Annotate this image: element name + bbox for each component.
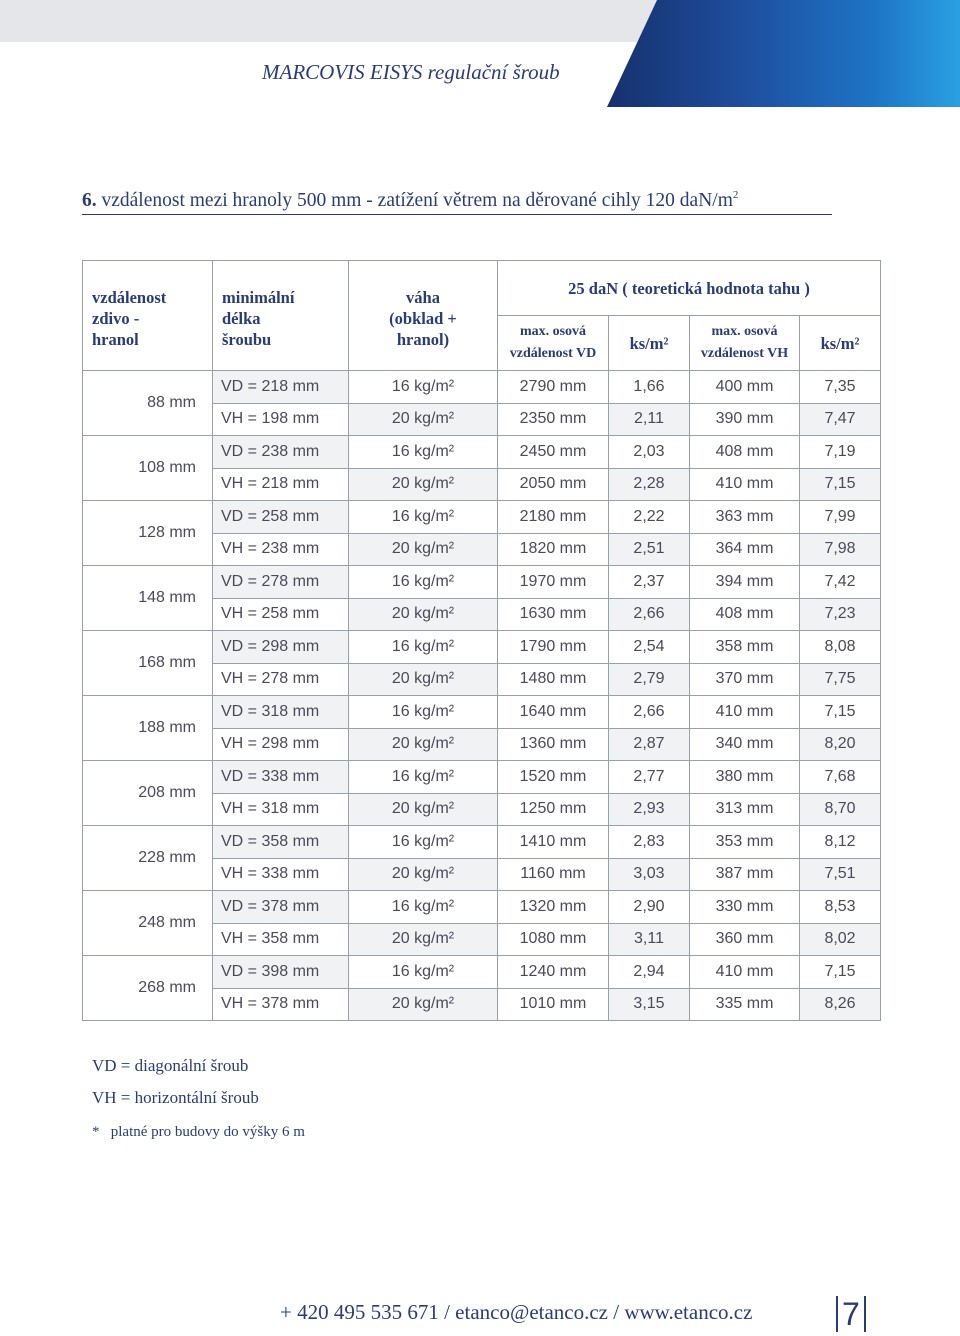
header-distance xyxy=(83,261,213,371)
table-cell: 370 mm xyxy=(690,663,800,696)
table-cell: 2,11 xyxy=(609,403,690,436)
table-cell: 408 mm xyxy=(690,598,800,631)
table-cell: 2,37 xyxy=(609,566,690,599)
table-cell: 16 kg/m² xyxy=(349,436,498,469)
table-cell: 7,23 xyxy=(800,598,881,631)
table-cell: 7,42 xyxy=(800,566,881,599)
table-cell: 16 kg/m² xyxy=(349,696,498,729)
table-cell: 3,03 xyxy=(609,858,690,891)
table-cell: VH = 318 mm xyxy=(213,793,349,826)
table-row xyxy=(83,631,881,664)
header-max-vd xyxy=(498,316,609,371)
row-distance: 108 mm xyxy=(83,436,213,501)
header-ks-vd: ks/m² xyxy=(609,316,690,371)
header-length-line: šroubu xyxy=(222,330,272,349)
table-cell: VH = 358 mm xyxy=(213,923,349,956)
table-cell: 20 kg/m² xyxy=(349,403,498,436)
table-cell: 1080 mm xyxy=(498,923,609,956)
table-cell: 3,11 xyxy=(609,923,690,956)
section-number: 6. xyxy=(82,190,97,211)
header-ks-vh: ks/m² xyxy=(800,316,881,371)
row-distance: 168 mm xyxy=(83,631,213,696)
table-cell: 387 mm xyxy=(690,858,800,891)
table-row xyxy=(83,696,881,729)
table-row xyxy=(83,761,881,794)
table-cell: 20 kg/m² xyxy=(349,858,498,891)
table-cell: 408 mm xyxy=(690,436,800,469)
header-distance-line: zdivo - xyxy=(92,309,140,328)
table-cell: 1480 mm xyxy=(498,663,609,696)
footnote-text: platné pro budovy do výšky 6 m xyxy=(110,1124,305,1140)
header-length xyxy=(213,261,349,371)
table-cell: 7,15 xyxy=(800,956,881,989)
table-cell: 16 kg/m² xyxy=(349,891,498,924)
table-cell: 313 mm xyxy=(690,793,800,826)
table-cell: 1,66 xyxy=(609,371,690,404)
table-row xyxy=(83,501,881,534)
table-row xyxy=(83,891,881,924)
table-cell: VH = 238 mm xyxy=(213,533,349,566)
table-cell: VD = 338 mm xyxy=(213,761,349,794)
header-distance-line: vzdálenost xyxy=(92,288,167,307)
table-cell: 2,22 xyxy=(609,501,690,534)
table-cell: 1410 mm xyxy=(498,826,609,859)
table-cell: 2,03 xyxy=(609,436,690,469)
header-distance-line: hranol xyxy=(92,330,139,349)
table-cell: 330 mm xyxy=(690,891,800,924)
table-cell: 2,93 xyxy=(609,793,690,826)
footnote xyxy=(92,1124,305,1141)
table-cell: 16 kg/m² xyxy=(349,371,498,404)
table-cell: 7,19 xyxy=(800,436,881,469)
header-weight xyxy=(349,261,498,371)
table-cell: 2,28 xyxy=(609,468,690,501)
row-distance: 248 mm xyxy=(83,891,213,956)
table-cell: VH = 198 mm xyxy=(213,403,349,436)
table-cell: 2,54 xyxy=(609,631,690,664)
table-cell: VD = 258 mm xyxy=(213,501,349,534)
table-row xyxy=(83,956,881,989)
table-cell: 1520 mm xyxy=(498,761,609,794)
table-cell: 2,51 xyxy=(609,533,690,566)
table-cell: 7,99 xyxy=(800,501,881,534)
table-cell: 1160 mm xyxy=(498,858,609,891)
table-cell: 364 mm xyxy=(690,533,800,566)
table-cell: 7,47 xyxy=(800,403,881,436)
section-title-superscript: 2 xyxy=(732,189,739,201)
table-cell: 16 kg/m² xyxy=(349,761,498,794)
table-cell: 2,66 xyxy=(609,696,690,729)
table-cell: 2450 mm xyxy=(498,436,609,469)
table-row xyxy=(83,371,881,404)
table-cell: 2,87 xyxy=(609,728,690,761)
table-cell: 410 mm xyxy=(690,956,800,989)
legend-vh: VH = horizontální šroub xyxy=(92,1088,259,1107)
table-cell: 7,15 xyxy=(800,468,881,501)
section-heading xyxy=(82,190,832,215)
table-cell: VD = 398 mm xyxy=(213,956,349,989)
row-distance: 148 mm xyxy=(83,566,213,631)
table-cell: 20 kg/m² xyxy=(349,468,498,501)
table-cell: VD = 238 mm xyxy=(213,436,349,469)
table-header-row xyxy=(83,261,881,316)
table-cell: 1320 mm xyxy=(498,891,609,924)
header-length-line: délka xyxy=(222,309,261,328)
table-cell: 380 mm xyxy=(690,761,800,794)
table-cell: 20 kg/m² xyxy=(349,988,498,1021)
table-row xyxy=(83,566,881,599)
table-cell: 16 kg/m² xyxy=(349,826,498,859)
table-cell: 394 mm xyxy=(690,566,800,599)
table-row xyxy=(83,436,881,469)
header-weight-line: hranol) xyxy=(396,330,450,349)
table-cell: 353 mm xyxy=(690,826,800,859)
row-distance: 208 mm xyxy=(83,761,213,826)
table-cell: 1790 mm xyxy=(498,631,609,664)
table-cell: 7,75 xyxy=(800,663,881,696)
table-cell: VD = 318 mm xyxy=(213,696,349,729)
header-max-vd-line: vzdálenost VD xyxy=(509,346,597,361)
table-cell: 363 mm xyxy=(690,501,800,534)
brand-accent-shape xyxy=(607,0,960,107)
table-cell: VD = 278 mm xyxy=(213,566,349,599)
table-cell: 2350 mm xyxy=(498,403,609,436)
table-cell: 16 kg/m² xyxy=(349,956,498,989)
table-cell: 1250 mm xyxy=(498,793,609,826)
table-cell: 20 kg/m² xyxy=(349,533,498,566)
table-cell: 2,94 xyxy=(609,956,690,989)
table-cell: 340 mm xyxy=(690,728,800,761)
table-cell: 360 mm xyxy=(690,923,800,956)
table-cell: VH = 278 mm xyxy=(213,663,349,696)
table-cell: 2,90 xyxy=(609,891,690,924)
table-cell: 410 mm xyxy=(690,468,800,501)
page-number: 7 xyxy=(836,1296,866,1332)
table-cell: 1360 mm xyxy=(498,728,609,761)
header-weight-line: váha xyxy=(406,288,440,307)
brand-title: MARCOVIS EISYS regulační šroub xyxy=(262,60,560,84)
header-weight-line: (obklad + xyxy=(389,309,457,328)
row-distance: 228 mm xyxy=(83,826,213,891)
row-distance: 128 mm xyxy=(83,501,213,566)
table-cell: VH = 218 mm xyxy=(213,468,349,501)
footnote-mark: * xyxy=(92,1124,100,1140)
table-cell: VH = 338 mm xyxy=(213,858,349,891)
table-cell: 390 mm xyxy=(690,403,800,436)
table-cell: 20 kg/m² xyxy=(349,923,498,956)
table-cell: 7,68 xyxy=(800,761,881,794)
table-cell: 7,98 xyxy=(800,533,881,566)
row-distance: 188 mm xyxy=(83,696,213,761)
table-cell: VH = 378 mm xyxy=(213,988,349,1021)
table-cell: VH = 258 mm xyxy=(213,598,349,631)
table-cell: 400 mm xyxy=(690,371,800,404)
table-cell: 1630 mm xyxy=(498,598,609,631)
table-cell: 1010 mm xyxy=(498,988,609,1021)
header-max-vd-line: max. osová xyxy=(519,324,587,339)
table-cell: VD = 378 mm xyxy=(213,891,349,924)
table-cell: 410 mm xyxy=(690,696,800,729)
row-distance: 268 mm xyxy=(83,956,213,1021)
legend-vd: VD = diagonální šroub xyxy=(92,1056,249,1075)
table-cell: 2,79 xyxy=(609,663,690,696)
table-cell: 16 kg/m² xyxy=(349,501,498,534)
table-cell: 2,83 xyxy=(609,826,690,859)
table-cell: 1970 mm xyxy=(498,566,609,599)
table-cell: 2180 mm xyxy=(498,501,609,534)
footer-contact: + 420 495 535 671 / etanco@etanco.cz / www.etanco.cz xyxy=(280,1300,753,1324)
table-cell: 2,66 xyxy=(609,598,690,631)
table-cell: 1640 mm xyxy=(498,696,609,729)
table-cell: 20 kg/m² xyxy=(349,793,498,826)
table-cell: 8,53 xyxy=(800,891,881,924)
table-cell: 2,77 xyxy=(609,761,690,794)
table-cell: 20 kg/m² xyxy=(349,598,498,631)
header-max-vh xyxy=(690,316,800,371)
header-length-line: minimální xyxy=(222,288,295,307)
table-cell: VD = 298 mm xyxy=(213,631,349,664)
table-cell: 8,02 xyxy=(800,923,881,956)
table-cell: 8,70 xyxy=(800,793,881,826)
section-title: vzdálenost mezi hranoly 500 mm - zatížení větrem na děrované cihly 120 daN/m xyxy=(101,190,733,211)
table-cell: 2050 mm xyxy=(498,468,609,501)
table-cell: 7,35 xyxy=(800,371,881,404)
table-cell: 2790 mm xyxy=(498,371,609,404)
table-cell: 1820 mm xyxy=(498,533,609,566)
table-cell: 20 kg/m² xyxy=(349,663,498,696)
table-cell: 358 mm xyxy=(690,631,800,664)
table-cell: 8,20 xyxy=(800,728,881,761)
table-row xyxy=(83,826,881,859)
table-cell: 16 kg/m² xyxy=(349,631,498,664)
table-cell: 3,15 xyxy=(609,988,690,1021)
table-cell: 8,12 xyxy=(800,826,881,859)
table-cell: 7,51 xyxy=(800,858,881,891)
table-cell: 20 kg/m² xyxy=(349,728,498,761)
table-cell: 335 mm xyxy=(690,988,800,1021)
table-cell: VD = 218 mm xyxy=(213,371,349,404)
table-cell: VD = 358 mm xyxy=(213,826,349,859)
header-group-tension: 25 daN ( teoretická hodnota tahu ) xyxy=(498,261,881,316)
table-cell: 8,08 xyxy=(800,631,881,664)
spec-table xyxy=(82,260,881,1021)
table-cell: 1240 mm xyxy=(498,956,609,989)
table-cell: 8,26 xyxy=(800,988,881,1021)
header-max-vh-line: vzdálenost VH xyxy=(700,346,789,361)
table-cell: VH = 298 mm xyxy=(213,728,349,761)
table-cell: 7,15 xyxy=(800,696,881,729)
table-cell: 16 kg/m² xyxy=(349,566,498,599)
row-distance: 88 mm xyxy=(83,371,213,436)
header-max-vh-line: max. osová xyxy=(711,324,778,339)
